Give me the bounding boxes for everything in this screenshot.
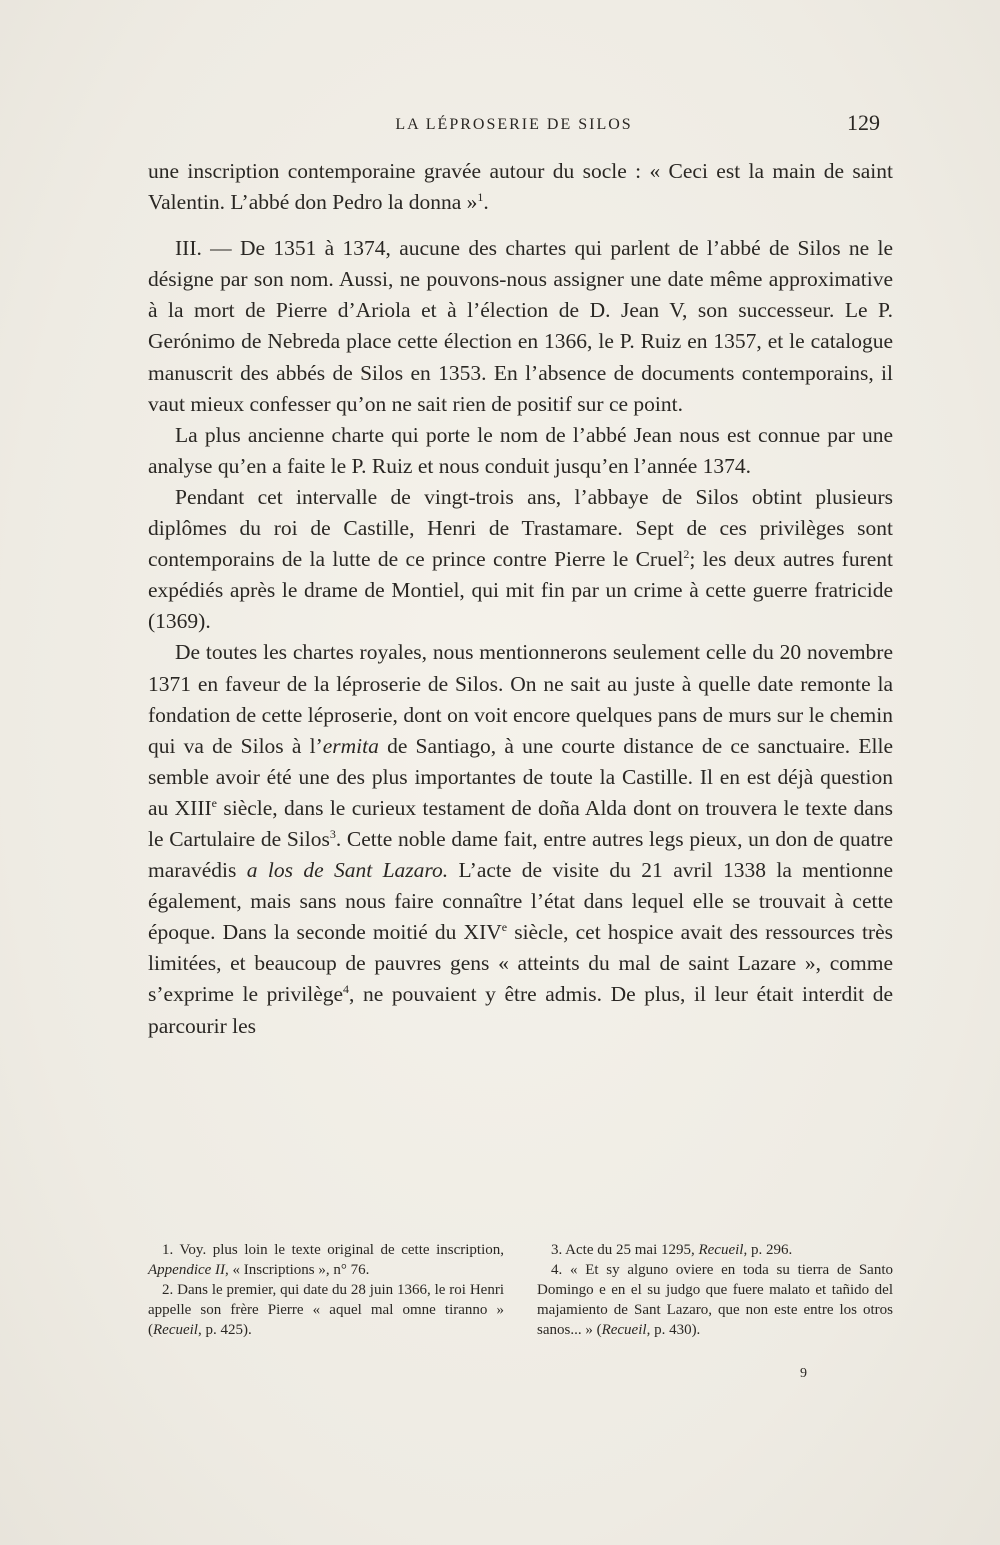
century-superscript: e: [501, 920, 508, 935]
paragraph-5-text-b: de Santiago, à une courte distance de ce sanctuaire. Elle semble avoir été une des plus importantes de toute la Castille. Il en est déjà question au XIII: [148, 733, 893, 820]
footnote-4: [537, 1260, 893, 1340]
paragraph-3: La plus ancienne charte qui porte le nom de l’abbé Jean nous est connue par une analyse qu’en a faite le P. Ruiz et nous conduit jusqu’en l’année 1374.: [148, 422, 893, 478]
paragraph-5: [148, 637, 893, 1041]
footnote-4-text-b: , p. 430).: [646, 1322, 701, 1338]
paragraph-5-text-a: De toutes les chartes royales, nous mentionnerons seulement celle du 20 novembre 1371 en faveur de la léproserie de Silos. On ne sait au juste à quelle date remonte la fondation de cette léproserie, dont on voit encore quelques pans de murs sur le chemin qui va de Silos à l’: [148, 640, 893, 758]
footnote-ref-2: 2: [683, 546, 690, 561]
footnote-ref-1: 1: [477, 189, 484, 204]
paragraph-1-text: une inscription contemporaine gravée autour du socle : « Ceci est la main de saint Valentin. L’abbé don Pedro la donna »: [148, 159, 893, 215]
page-header: [148, 110, 880, 144]
section-3-paragraph: III. — De 1351 à 1374, aucune des chartes qui parlent de l’abbé de Silos ne le désigne par son nom. Aussi, ne pouvons-nous assigner une date même approximative à la mort de Pierre d’Ariola et à l’élection de D. Jean V, son successeur. Le P. Gerónimo de Nebreda place cette élection en 1366, le P. Ruiz en 1357, et le catalogue manuscrit des abbés de Silos en 1353. En l’absence de documents contemporains, il vaut mieux confesser qu’on ne sait rien de positif sur ce point.: [148, 236, 893, 416]
italic-ermita: ermita: [322, 733, 379, 758]
century-superscript: e: [211, 795, 217, 810]
footnote-3: [537, 1240, 893, 1260]
footnote-2-text-a: 2. Dans le premier, qui date du 28 juin 1366, le roi Henri appelle son frère Pierre « aquel mal omne tiranno » (: [148, 1282, 504, 1338]
footnote-2-italic: Recueil: [153, 1322, 198, 1338]
footnote-ref-4: 4: [343, 982, 350, 997]
paragraph-4-text-b: ; les deux autres furent expédiés après le drame de Montiel, qui mit fin par un crime à cette guerre fratricide (1369).: [148, 547, 894, 634]
footnote-3-text-b: , p. 296.: [743, 1242, 793, 1258]
footnote-2-text-b: , p. 425).: [197, 1322, 252, 1338]
signature-mark: 9: [800, 1366, 807, 1381]
paragraph-1-end: .: [483, 190, 489, 215]
paragraph-5-text-c: siècle, dans le curieux testament de doña Alda dont on trouvera le texte dans le Cartulaire de Silos: [148, 795, 893, 851]
page-number: 129: [847, 110, 880, 135]
running-title: LA LÉPROSERIE DE SILOS: [395, 116, 633, 133]
footnote-3-text-a: 3. Acte du 25 mai 1295,: [551, 1242, 699, 1258]
footnotes-left-column: [148, 1240, 504, 1340]
footnote-4-text-a: 4. « Et sy alguno oviere en toda su tierra de Santo Domingo e en el su judgo que fuere malato et tañido del majamiento de Sant Lazaro, que non este entre los otros sanos... » (: [537, 1262, 893, 1338]
paragraph-5-text-d: . Cette noble dame fait, entre autres legs pieux, un don de quatre maravédis: [148, 826, 893, 883]
footnote-1-text-a: 1. Voy. plus loin le texte original de cette inscription,: [162, 1242, 504, 1258]
footnotes-right-column: [537, 1240, 893, 1340]
paragraph-4-text-a: Pendant cet intervalle de vingt-trois ans, l’abbaye de Silos obtint plusieurs diplômes du roi de Castille, Henri de Trastamare. Sept de ces privilèges sont contemporains de la lutte de ce prince contre Pierre le Cruel: [148, 484, 893, 572]
footnote-4-italic: Recueil: [601, 1322, 647, 1338]
footnote-1-text-b: , « Inscriptions », n° 76.: [225, 1262, 370, 1278]
footnote-1-italic: Appendice II: [148, 1262, 226, 1278]
paragraph-4: [148, 482, 893, 637]
footnote-3-italic: Recueil: [698, 1242, 744, 1258]
footnote-2: [148, 1280, 504, 1340]
paragraph-5-text-e: L’acte de visite du 21 avril 1338 la mentionne également, mais sans nous faire connaître l’état dans lequel elle se trouvait à cette époque. Dans la seconde moitié du XIV: [148, 858, 893, 945]
body-text: [148, 156, 893, 1042]
footnote-ref-3: 3: [329, 826, 336, 841]
footnotes: [148, 1240, 893, 1340]
paragraph-5-text-g: , ne pouvaient y être admis. De plus, il leur était interdit de parcourir les: [148, 982, 893, 1038]
paragraph-1: [148, 156, 893, 218]
paragraph-5-text-f: siècle, cet hospice avait des ressources très limitées, et beaucoup de pauvres gens « atteints du mal de saint Lazare », comme s’exprime le privilège: [148, 920, 893, 1007]
footnote-1: [148, 1240, 504, 1280]
italic-quote: a los de Sant Lazaro.: [246, 858, 449, 883]
